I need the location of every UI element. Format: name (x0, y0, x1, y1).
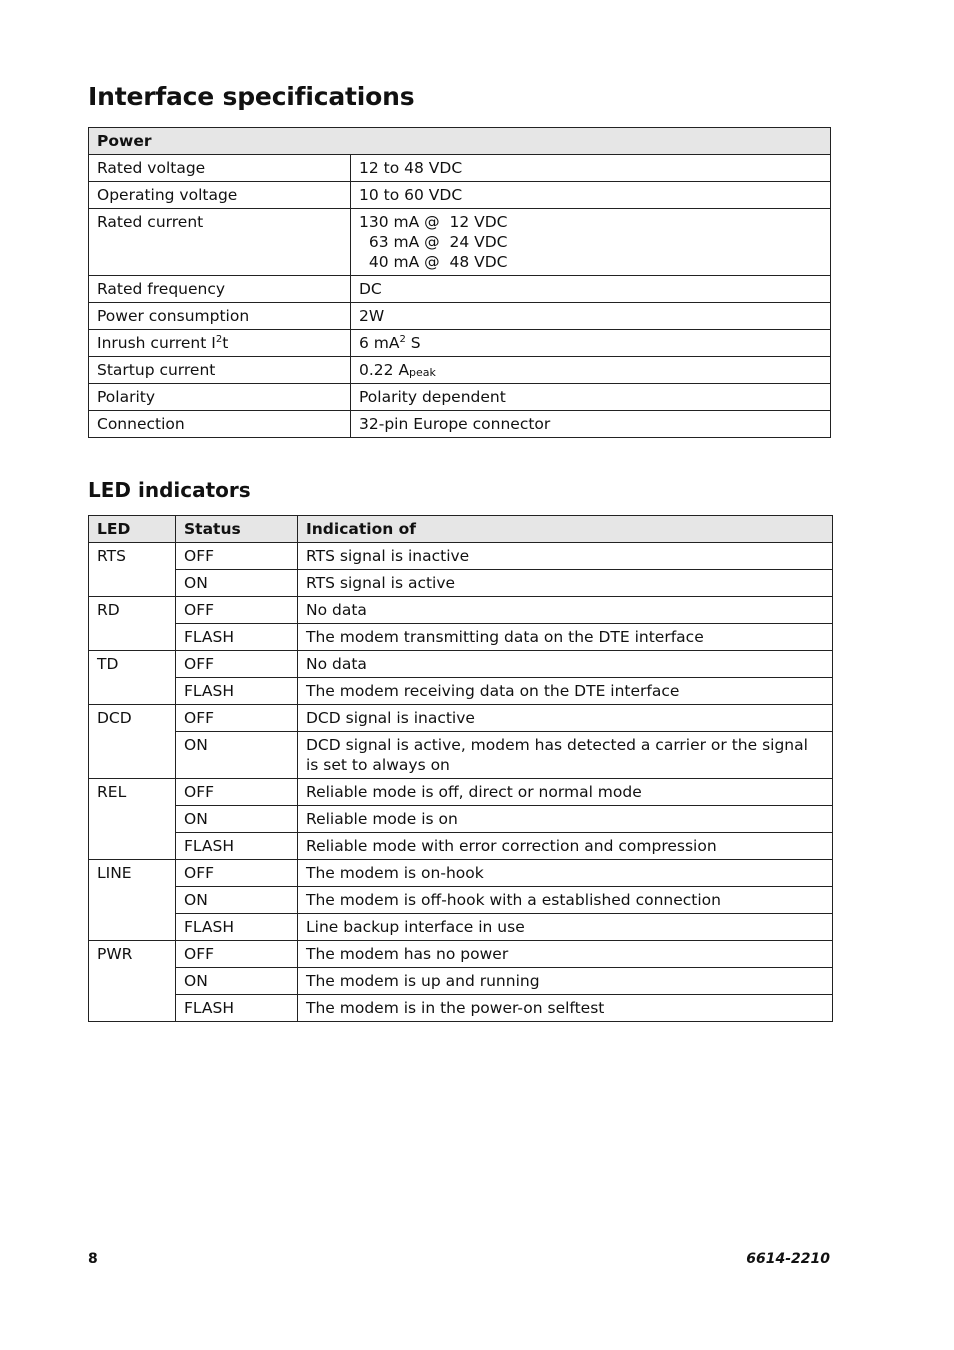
spec-value-line: 63 mA @ 24 VDC (359, 233, 508, 251)
led-status-cell: OFF (176, 651, 298, 678)
led-status-cell: OFF (176, 779, 298, 806)
led-indication-cell: The modem transmitting data on the DTE interface (298, 624, 833, 651)
document-number: 6614-2210 (746, 1251, 830, 1267)
table-row (89, 624, 833, 651)
spec-label-text: t (222, 334, 229, 352)
led-indication-cell: RTS signal is inactive (298, 543, 833, 570)
led-indication-cell: Reliable mode is off, direct or normal mode (298, 779, 833, 806)
column-header: Status (176, 516, 298, 543)
table-row (89, 384, 831, 411)
led-indication-cell: The modem is in the power-on selftest (298, 995, 833, 1022)
table-row (89, 705, 833, 732)
table-row (89, 155, 831, 182)
spec-value (351, 330, 831, 357)
table-row (89, 833, 833, 860)
led-indication-cell: The modem is off-hook with a established connection (298, 887, 833, 914)
led-indication-cell: Reliable mode with error correction and compression (298, 833, 833, 860)
table-header-row (89, 516, 833, 543)
led-status-cell: FLASH (176, 995, 298, 1022)
led-status-cell: OFF (176, 705, 298, 732)
led-indication-cell: DCD signal is inactive (298, 705, 833, 732)
spec-label: Connection (89, 411, 351, 438)
table-row (89, 860, 833, 887)
spec-value: Polarity dependent (351, 384, 831, 411)
led-indication-cell: DCD signal is active, modem has detected a carrier or the signal is set to always on (298, 732, 833, 779)
table-row (89, 678, 833, 705)
led-status-cell: OFF (176, 860, 298, 887)
spec-value: 10 to 60 VDC (351, 182, 831, 209)
power-table-header: Power (89, 128, 831, 155)
table-row (89, 732, 833, 779)
subscript: peak (409, 366, 436, 379)
table-row (89, 914, 833, 941)
spec-value (351, 209, 831, 276)
spec-label: Rated voltage (89, 155, 351, 182)
table-row (89, 995, 833, 1022)
column-header: LED (89, 516, 176, 543)
spec-value-text: 6 mA (359, 334, 400, 352)
spec-label: Power consumption (89, 303, 351, 330)
table-row (89, 543, 833, 570)
led-indication-cell: No data (298, 597, 833, 624)
led-indication-cell: The modem receiving data on the DTE interface (298, 678, 833, 705)
spec-label: Operating voltage (89, 182, 351, 209)
led-status-cell: ON (176, 570, 298, 597)
spec-label: Rated frequency (89, 276, 351, 303)
power-spec-table (88, 127, 831, 438)
led-status-cell: FLASH (176, 624, 298, 651)
spec-value-line: 130 mA @ 12 VDC (359, 213, 508, 231)
led-status-cell: OFF (176, 941, 298, 968)
led-indication-cell: No data (298, 651, 833, 678)
led-indication-cell: Reliable mode is on (298, 806, 833, 833)
led-status-cell: FLASH (176, 833, 298, 860)
table-row (89, 570, 833, 597)
led-indication-cell: Line backup interface in use (298, 914, 833, 941)
led-name-cell: RTS (89, 543, 176, 597)
led-status-cell: ON (176, 806, 298, 833)
column-header: Indication of (298, 516, 833, 543)
led-indicators-table (88, 515, 833, 1022)
superscript: 2 (215, 334, 223, 345)
table-row (89, 806, 833, 833)
led-name-cell: LINE (89, 860, 176, 941)
table-row (89, 597, 833, 624)
led-status-cell: OFF (176, 543, 298, 570)
table-row (89, 411, 831, 438)
led-indication-cell: RTS signal is active (298, 570, 833, 597)
led-name-cell: TD (89, 651, 176, 705)
led-status-cell: ON (176, 887, 298, 914)
spec-value-text: S (405, 334, 421, 352)
led-indication-cell: The modem has no power (298, 941, 833, 968)
page-title: Interface specifications (88, 82, 415, 111)
spec-label: Startup current (89, 357, 351, 384)
led-indication-cell: The modem is up and running (298, 968, 833, 995)
page-number: 8 (88, 1251, 98, 1267)
led-indication-cell: The modem is on-hook (298, 860, 833, 887)
spec-value: 12 to 48 VDC (351, 155, 831, 182)
spec-label (89, 330, 351, 357)
led-status-cell: FLASH (176, 678, 298, 705)
led-name-cell: RD (89, 597, 176, 651)
spec-label: Rated current (89, 209, 351, 276)
section-title: LED indicators (88, 478, 251, 502)
spec-value-line: 40 mA @ 48 VDC (359, 253, 508, 271)
spec-value: 2W (351, 303, 831, 330)
table-row (89, 651, 833, 678)
spec-value (351, 357, 831, 384)
led-status-cell: ON (176, 732, 298, 779)
table-row (89, 209, 831, 276)
table-row (89, 779, 833, 806)
table-row (89, 968, 833, 995)
table-row (89, 303, 831, 330)
led-name-cell: REL (89, 779, 176, 860)
led-name-cell: DCD (89, 705, 176, 779)
led-name-cell: PWR (89, 941, 176, 1022)
superscript: 2 (399, 334, 406, 345)
table-row (89, 357, 831, 384)
spec-label: Polarity (89, 384, 351, 411)
led-status-cell: ON (176, 968, 298, 995)
table-row (89, 887, 833, 914)
led-status-cell: FLASH (176, 914, 298, 941)
table-row (89, 941, 833, 968)
led-table-body (89, 543, 833, 1022)
spec-value-text: 0.22 A (359, 361, 410, 379)
spec-label-text: Inrush current I (97, 334, 216, 352)
table-row (89, 276, 831, 303)
spec-value: DC (351, 276, 831, 303)
table-row (89, 330, 831, 357)
spec-value: 32-pin Europe connector (351, 411, 831, 438)
led-status-cell: OFF (176, 597, 298, 624)
table-row (89, 182, 831, 209)
